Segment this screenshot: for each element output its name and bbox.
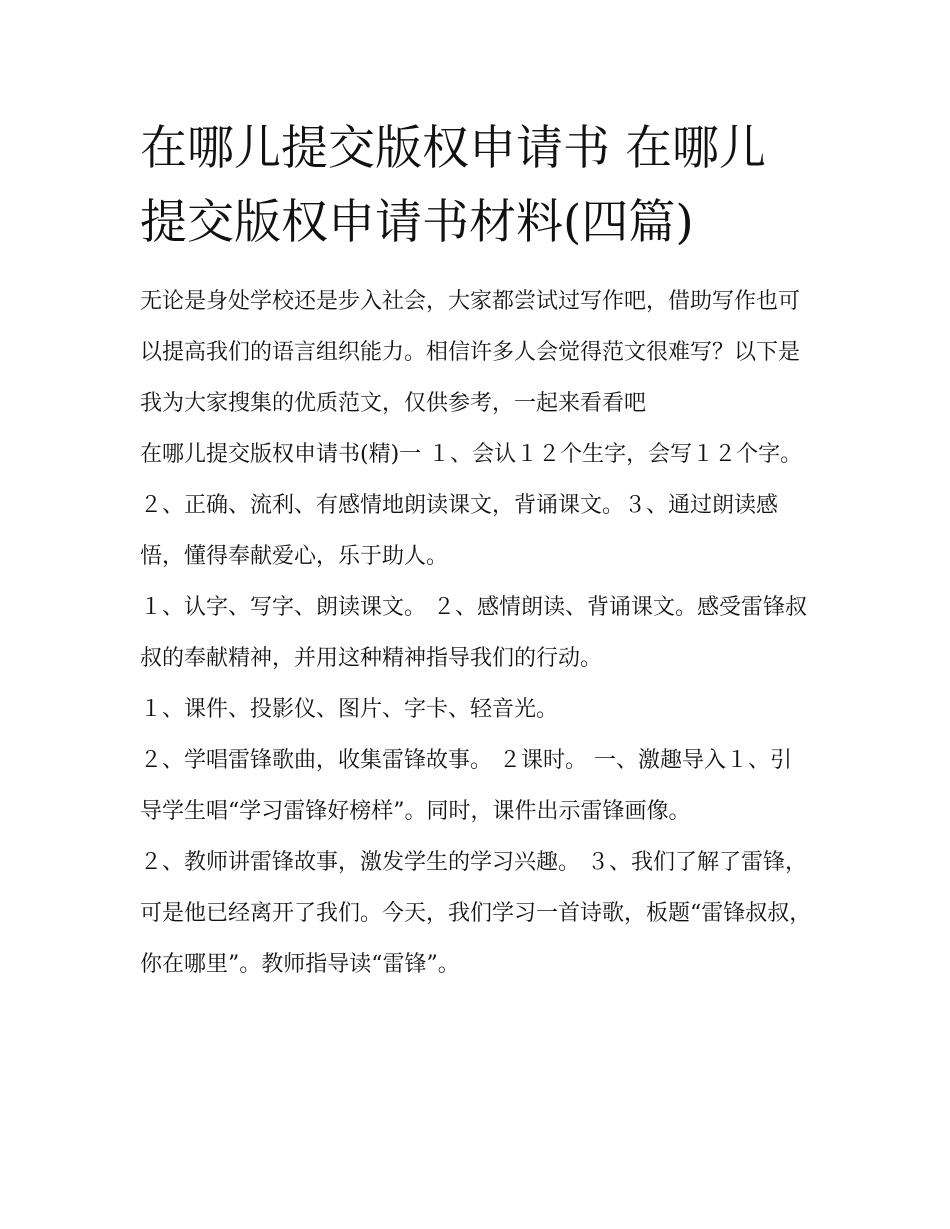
paragraph-preparation: ２、学唱雷锋歌曲，收集雷锋故事。 ２课时。 一、激趣导入１、引导学生唱“学习雷锋好榜样”。同时，课件出示雷锋画像。 [140,748,792,824]
paragraph-materials: １、课件、投影仪、图片、字卡、轻音光。 [140,697,559,722]
document-body [140,276,812,990]
paragraph-story: ２、教师讲雷锋故事，激发学生的学习兴趣。 ３、我们了解了雷锋，可是他已经离开了我们。今天，我们学习一首诗歌，板题“雷锋叔叔，你在哪里”。教师指导读“雷锋”。 [140,850,812,977]
paragraph-key-points: １、认字、写字、朗读课文。 ２、感情朗读、背诵课文。感受雷锋叔叔的奉献精神，并用这种精神指导我们的行动。 [140,595,807,671]
document-page [140,112,812,990]
paragraph-intro: 无论是身处学校还是步入社会，大家都尝试过写作吧，借助写作也可以提高我们的语言组织能力。相信许多人会觉得范文很难写？以下是我为大家搜集的优质范文，仅供参考，一起来看看吧 [140,289,801,416]
document-title: 在哪儿提交版权申请书 在哪儿提交版权申请书材料(四篇) [140,121,766,250]
paragraph-objectives: 在哪儿提交版权申请书(精)一 １、会认１２个生字，会写１２个字。 ２、正确、流利、有感情地朗读课文，背诵课文。３、通过朗读感悟，懂得奉献爱心，乐于助人。 [140,442,803,569]
